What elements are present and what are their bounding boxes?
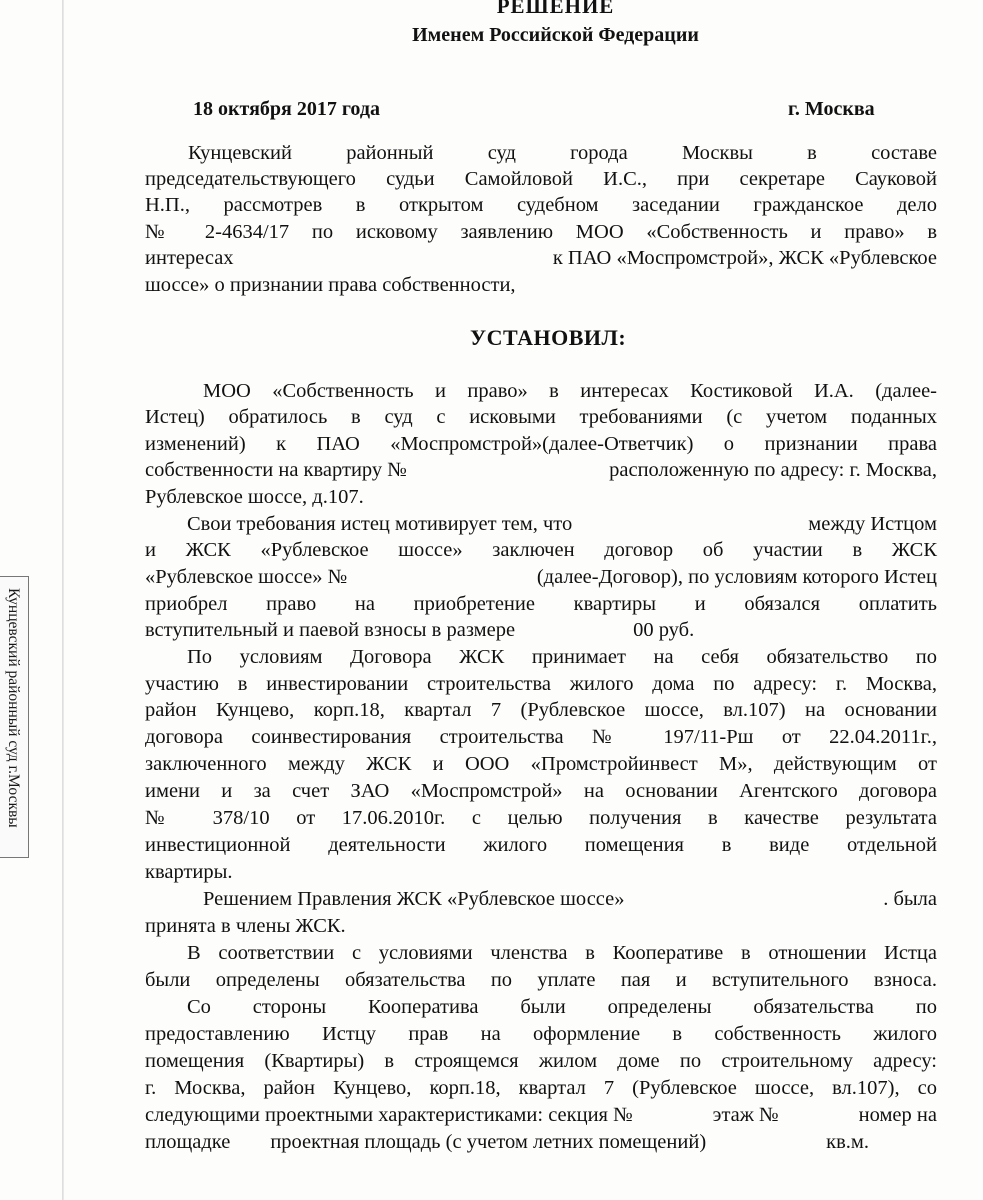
body-text: (далее-Договор), по условиям которого Истец (536, 566, 937, 588)
body-text: проектная площадь (с учетом летних помещений) (270, 1131, 707, 1153)
body-line (145, 457, 937, 483)
body-line: Рублевское шоссе, д.107. (145, 486, 364, 508)
body-line (145, 564, 937, 590)
body-line: участию в инвестировании строительства жилого дома по адресу: г. Москва, (145, 673, 937, 695)
body-text: Свои требования истец мотивирует тем, что (187, 513, 573, 535)
intro-text: интересах (145, 247, 234, 269)
body-line: № 378/10 от 17.06.2010г. с целью получения в качестве результата (145, 807, 937, 829)
court-stamp-text: Кунцевский районный суд г.Москвы (5, 588, 22, 828)
body-line: Истец) обратилось в суд с исковыми требованиями (с учетом поданных (145, 406, 937, 428)
decision-date: 18 октября 2017 года (193, 98, 380, 120)
body-line: приобрел право на приобретение квартиры и обязался оплатить (145, 593, 937, 615)
body-line: помещения (Квартиры) в строящемся жилом доме по строительному адресу: (145, 1050, 937, 1072)
intro-word: районный (346, 142, 434, 164)
intro-line-4: № 2-4634/17 по исковому заявлению МОО «Собственность и право» в (145, 221, 937, 243)
body-text: «Рублевское шоссе» № (145, 566, 348, 588)
body-text: следующими проектными характеристиками: секция № (145, 1104, 633, 1126)
body-text: . была (883, 888, 937, 910)
body-line: По условиям Договора ЖСК принимает на себя обязательство по (187, 646, 937, 668)
intro-text: к ПАО «Моспромстрой», ЖСК «Рублевское (552, 247, 937, 269)
body-line: район Кунцево, корп.18, квартал 7 (Рублевское шоссе, вл.107) на основании (145, 699, 937, 721)
section-title: УСТАНОВИЛ: (470, 325, 627, 350)
body-line (145, 617, 937, 643)
body-text: площадке (145, 1131, 231, 1153)
body-line: МОО «Собственность и право» в интересах Костиковой И.А. (далее- (203, 380, 937, 402)
decision-city: г. Москва (788, 98, 875, 120)
intro-line-3: Н.П., рассмотрев в открытом судебном заседании гражданское дело (145, 194, 937, 216)
intro-word: составе (871, 142, 937, 164)
intro-word: города (570, 142, 628, 164)
body-text: 00 руб. (633, 619, 695, 641)
body-text: расположенную по адресу: г. Москва, (609, 459, 937, 481)
body-text: номер на (858, 1104, 937, 1126)
body-line: были определены обязательства по уплате пая и вступительного взноса. (145, 969, 937, 991)
body-line (145, 1102, 937, 1128)
intro-word: суд (487, 142, 516, 164)
document-subtitle: Именем Российской Федерации (412, 24, 699, 46)
body-line (145, 1129, 937, 1155)
body-line: принята в члены ЖСК. (145, 915, 346, 937)
body-text: между Истцом (808, 513, 937, 535)
document-title: РЕШЕНИЕ (496, 0, 615, 18)
body-text: вступительный и паевой взносы в размере (145, 619, 516, 641)
body-line: и ЖСК «Рублевское шоссе» заключен договор об участии в ЖСК (145, 539, 937, 561)
body-line: г. Москва, район Кунцево, корп.18, квартал 7 (Рублевское шоссе, вл.107), со (145, 1077, 937, 1099)
body-line (187, 511, 937, 537)
body-line (203, 886, 937, 912)
body-line: инвестиционной деятельности жилого помещения в виде отдельной (145, 834, 937, 856)
body-line: заключенного между ЖСК и ООО «Промстройинвест М», действующим от (145, 753, 937, 775)
intro-word: Кунцевский (188, 142, 292, 164)
body-line: В соответствии с условиями членства в Кооперативе в отношении Истца (187, 942, 937, 964)
page-fold-line (62, 0, 64, 1200)
body-line: изменений) к ПАО «Моспромстрой»(далее-Ответчик) о признании права (145, 433, 937, 455)
intro-word: в (807, 142, 817, 164)
body-text: Решением Правления ЖСК «Рублевское шоссе» (203, 888, 625, 910)
intro-line-6: шоссе» о признании права собственности, (145, 274, 516, 296)
body-text: кв.м. (826, 1131, 870, 1153)
body-line: квартиры. (145, 861, 233, 883)
body-line: предоставлению Истцу прав на оформление в собственность жилого (145, 1023, 937, 1045)
intro-line-2: председательствующего судьи Самойловой И.С., при секретаре Сауковой (145, 168, 937, 190)
body-line: договора соинвестирования строительства № 197/11-Рш от 22.04.2011г., (145, 726, 937, 748)
body-text: собственности на квартиру № (145, 459, 407, 481)
intro-word: Москвы (681, 142, 753, 164)
body-text: этаж № (712, 1104, 779, 1126)
intro-line-1 (188, 140, 937, 166)
body-line: Со стороны Кооператива были определены обязательства по (187, 996, 937, 1018)
body-line: имени и за счет ЗАО «Моспромстрой» на основании Агентского договора (145, 780, 937, 802)
intro-line-5 (145, 245, 937, 271)
